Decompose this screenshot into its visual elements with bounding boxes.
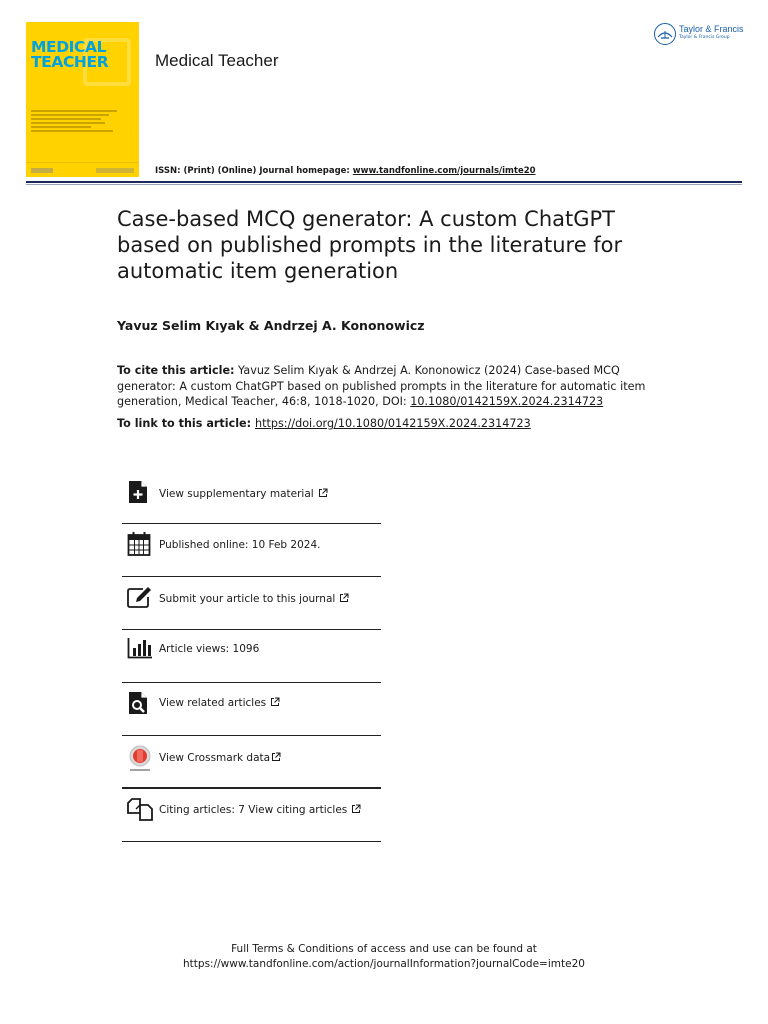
bar-chart-icon	[127, 637, 151, 661]
article-title: Case-based MCQ generator: A custom ChatGPT based on published prompts in the literature for automatic item generation	[117, 207, 623, 283]
external-link-icon	[271, 752, 281, 762]
journal-cover-image	[26, 22, 139, 177]
article-link-label: To link to this article:	[117, 417, 255, 430]
publisher-logo-icon	[654, 23, 676, 45]
action-label	[159, 697, 280, 709]
terms-footer	[0, 942, 768, 972]
action-article-views	[122, 630, 381, 683]
action-divider	[122, 841, 381, 842]
action-label-text: Submit your article to this journal	[159, 593, 336, 605]
cover-contents-line	[31, 122, 105, 124]
search-document-icon	[127, 691, 151, 715]
header-divider-thin	[26, 184, 742, 185]
action-view-related[interactable]	[122, 683, 381, 736]
citation-doi-link[interactable]: 10.1080/0142159X.2024.2314723	[410, 395, 604, 408]
action-label: Published online: 10 Feb 2024.	[159, 539, 321, 551]
cover-title: MEDICAL TEACHER	[31, 38, 109, 71]
external-link-icon	[270, 697, 280, 707]
cover-bottom-bar	[26, 162, 139, 177]
action-label-text: View Crossmark data	[159, 752, 271, 764]
action-label-text: View supplementary material	[159, 488, 314, 500]
cover-contents-line	[31, 110, 117, 112]
citing-articles-icon	[127, 797, 151, 821]
article-link-line	[117, 417, 531, 430]
cover-contents-line	[31, 126, 91, 128]
issn-line	[155, 166, 536, 176]
cover-logo	[96, 168, 134, 173]
action-label-text: View related articles	[159, 697, 267, 709]
citation-block	[117, 363, 657, 410]
crossmark-icon	[127, 745, 151, 769]
action-submit-article[interactable]	[122, 577, 381, 630]
citation-label: To cite this article:	[117, 364, 235, 377]
cover-top-strip	[26, 22, 139, 34]
action-label	[159, 488, 328, 500]
action-view-supplementary[interactable]	[122, 471, 381, 524]
plus-document-icon	[127, 480, 151, 504]
cover-contents-line	[31, 130, 113, 132]
terms-footer-line: Full Terms & Conditions of access and use can be found at	[231, 943, 537, 955]
action-label	[159, 752, 281, 764]
external-link-icon	[318, 488, 328, 498]
publisher-logo[interactable]	[654, 23, 754, 47]
cover-contents-line	[31, 114, 109, 116]
article-authors: Yavuz Selim Kıyak & Andrzej A. Kononowicz	[117, 318, 425, 333]
header-divider	[26, 181, 742, 183]
publisher-group: Taylor & Francis Group	[679, 35, 730, 40]
external-link-icon	[351, 804, 361, 814]
journal-homepage-link[interactable]: www.tandfonline.com/journals/imte20	[352, 166, 536, 176]
action-view-crossmark[interactable]	[122, 736, 381, 789]
publisher-name: Taylor & Francis	[679, 24, 744, 34]
action-citing-articles[interactable]	[122, 789, 381, 842]
edit-icon	[127, 585, 151, 609]
cover-contents	[31, 110, 131, 134]
action-label: Article views: 1096	[159, 643, 260, 655]
action-label	[159, 593, 349, 605]
issn-prefix: ISSN: (Print) (Online) Journal homepage:	[155, 166, 353, 176]
action-published-online	[122, 524, 381, 577]
cover-logo	[31, 168, 53, 173]
terms-footer-url[interactable]: https://www.tandfonline.com/action/journalInformation?journalCode=imte20	[183, 958, 585, 970]
citation-text: Yavuz Selim Kıyak & Andrzej A. Kononowicz (2024) Case-based MCQ generator: A custom ChatGPT based on published prompts in the literature for automatic item generation, Medical Teacher, 46:8, 1018-1020, DOI:	[117, 364, 646, 408]
article-doi-link[interactable]: https://doi.org/10.1080/0142159X.2024.2314723	[255, 417, 531, 430]
cover-contents-line	[31, 118, 101, 120]
action-label	[159, 804, 361, 816]
journal-name: Medical Teacher	[155, 51, 279, 70]
action-label-text: Citing articles: 7 View citing articles	[159, 804, 348, 816]
external-link-icon	[339, 593, 349, 603]
calendar-icon	[127, 531, 151, 555]
